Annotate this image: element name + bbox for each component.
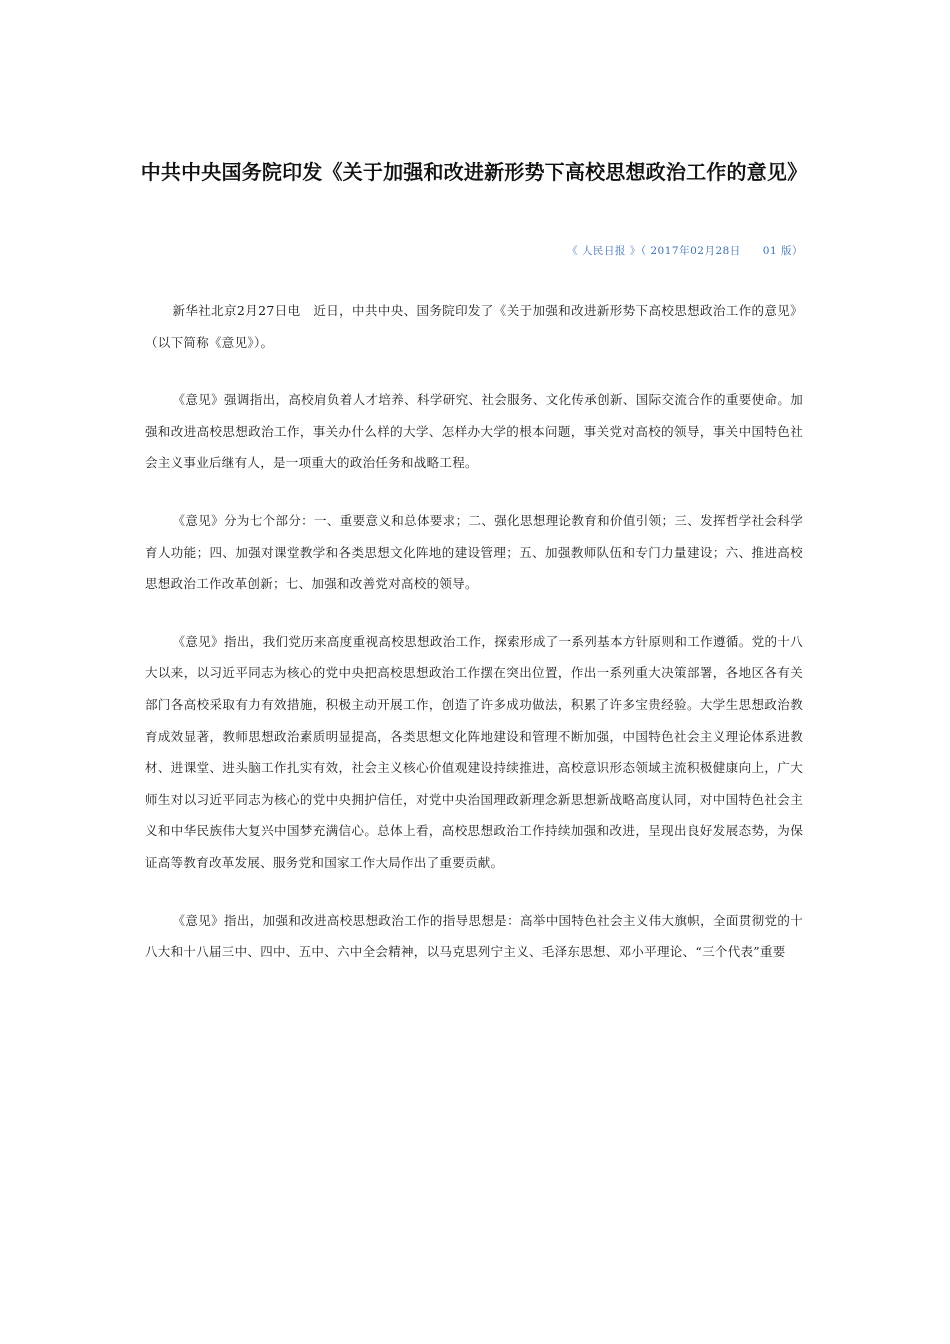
- article-body: [145, 295, 803, 994]
- paragraph-5: 《意见》指出，加强和改进高校思想政治工作的指导思想是：高举中国特色社会主义伟大旗帜，全面贯彻党的十八大和十八届三中、四中、五中、六中全会精神，以马克思列宁主义、毛泽东思想、邓小平理论、“三个代表”重要: [145, 912, 803, 960]
- paragraph-2: 《意见》强调指出，高校肩负着人才培养、科学研究、社会服务、文化传承创新、国际交流合作的重要使命。加强和改进高校思想政治工作，事关办什么样的大学、怎样办大学的根本问题，事关党对高校的领导，事关中国特色社会主义事业后继有人，是一项重大的政治任务和战略工程。: [145, 392, 803, 471]
- article-title: 中共中央国务院印发《关于加强和改进新形势下高校思想政治工作的意见》: [140, 160, 808, 184]
- paragraph-1: 新华社北京2月27日电 近日，中共中央、国务院印发了《关于加强和改进新形势下高校思想政治工作的意见》（以下简称《意见》）。: [145, 303, 803, 350]
- paragraph-3: 《意见》分为七个部分：一、重要意义和总体要求；二、强化思想理论教育和价值引领；三、发挥哲学社会科学育人功能；四、加强对课堂教学和各类思想文化阵地的建设管理；五、加强教师队伍和专门力量建设；六、推进高校思想政治工作改革创新；七、加强和改善党对高校的领导。: [145, 512, 803, 592]
- paragraph-4: 《意见》指出，我们党历来高度重视高校思想政治工作，探索形成了一系列基本方针原则和工作遵循。党的十八大以来，以习近平同志为核心的党中央把高校思想政治工作摆在突出位置，作出一系列重大决策部署，各地区各有关部门各高校采取有力有效措施，积极主动开展工作，创造了许多成功做法，积累了许多宝贵经验。大学生思想政治教育成效显著，教师思想政治素质明显提高，各类思想文化阵地建设和管理不断加强，中国特色社会主义理论体系进教材、进课堂、进头脑工作扎实有效，社会主义核心价值观建设持续推进，高校意识形态领域主流积极健康向上，广大师生对以习近平同志为核心的党中央拥护信任，对党中央治国理政新理念新思想新战略高度认同，对中国特色社会主义和中华民族伟大复兴中国梦充满信心。总体上看，高校思想政治工作持续加强和改进，呈现出良好发展态势，为保证高等教育改革发展、服务党和国家工作大局作出了重要贡献。: [145, 633, 803, 870]
- article-source: 《 人民日报 》（ 2017年02月28日 01 版）: [567, 245, 803, 257]
